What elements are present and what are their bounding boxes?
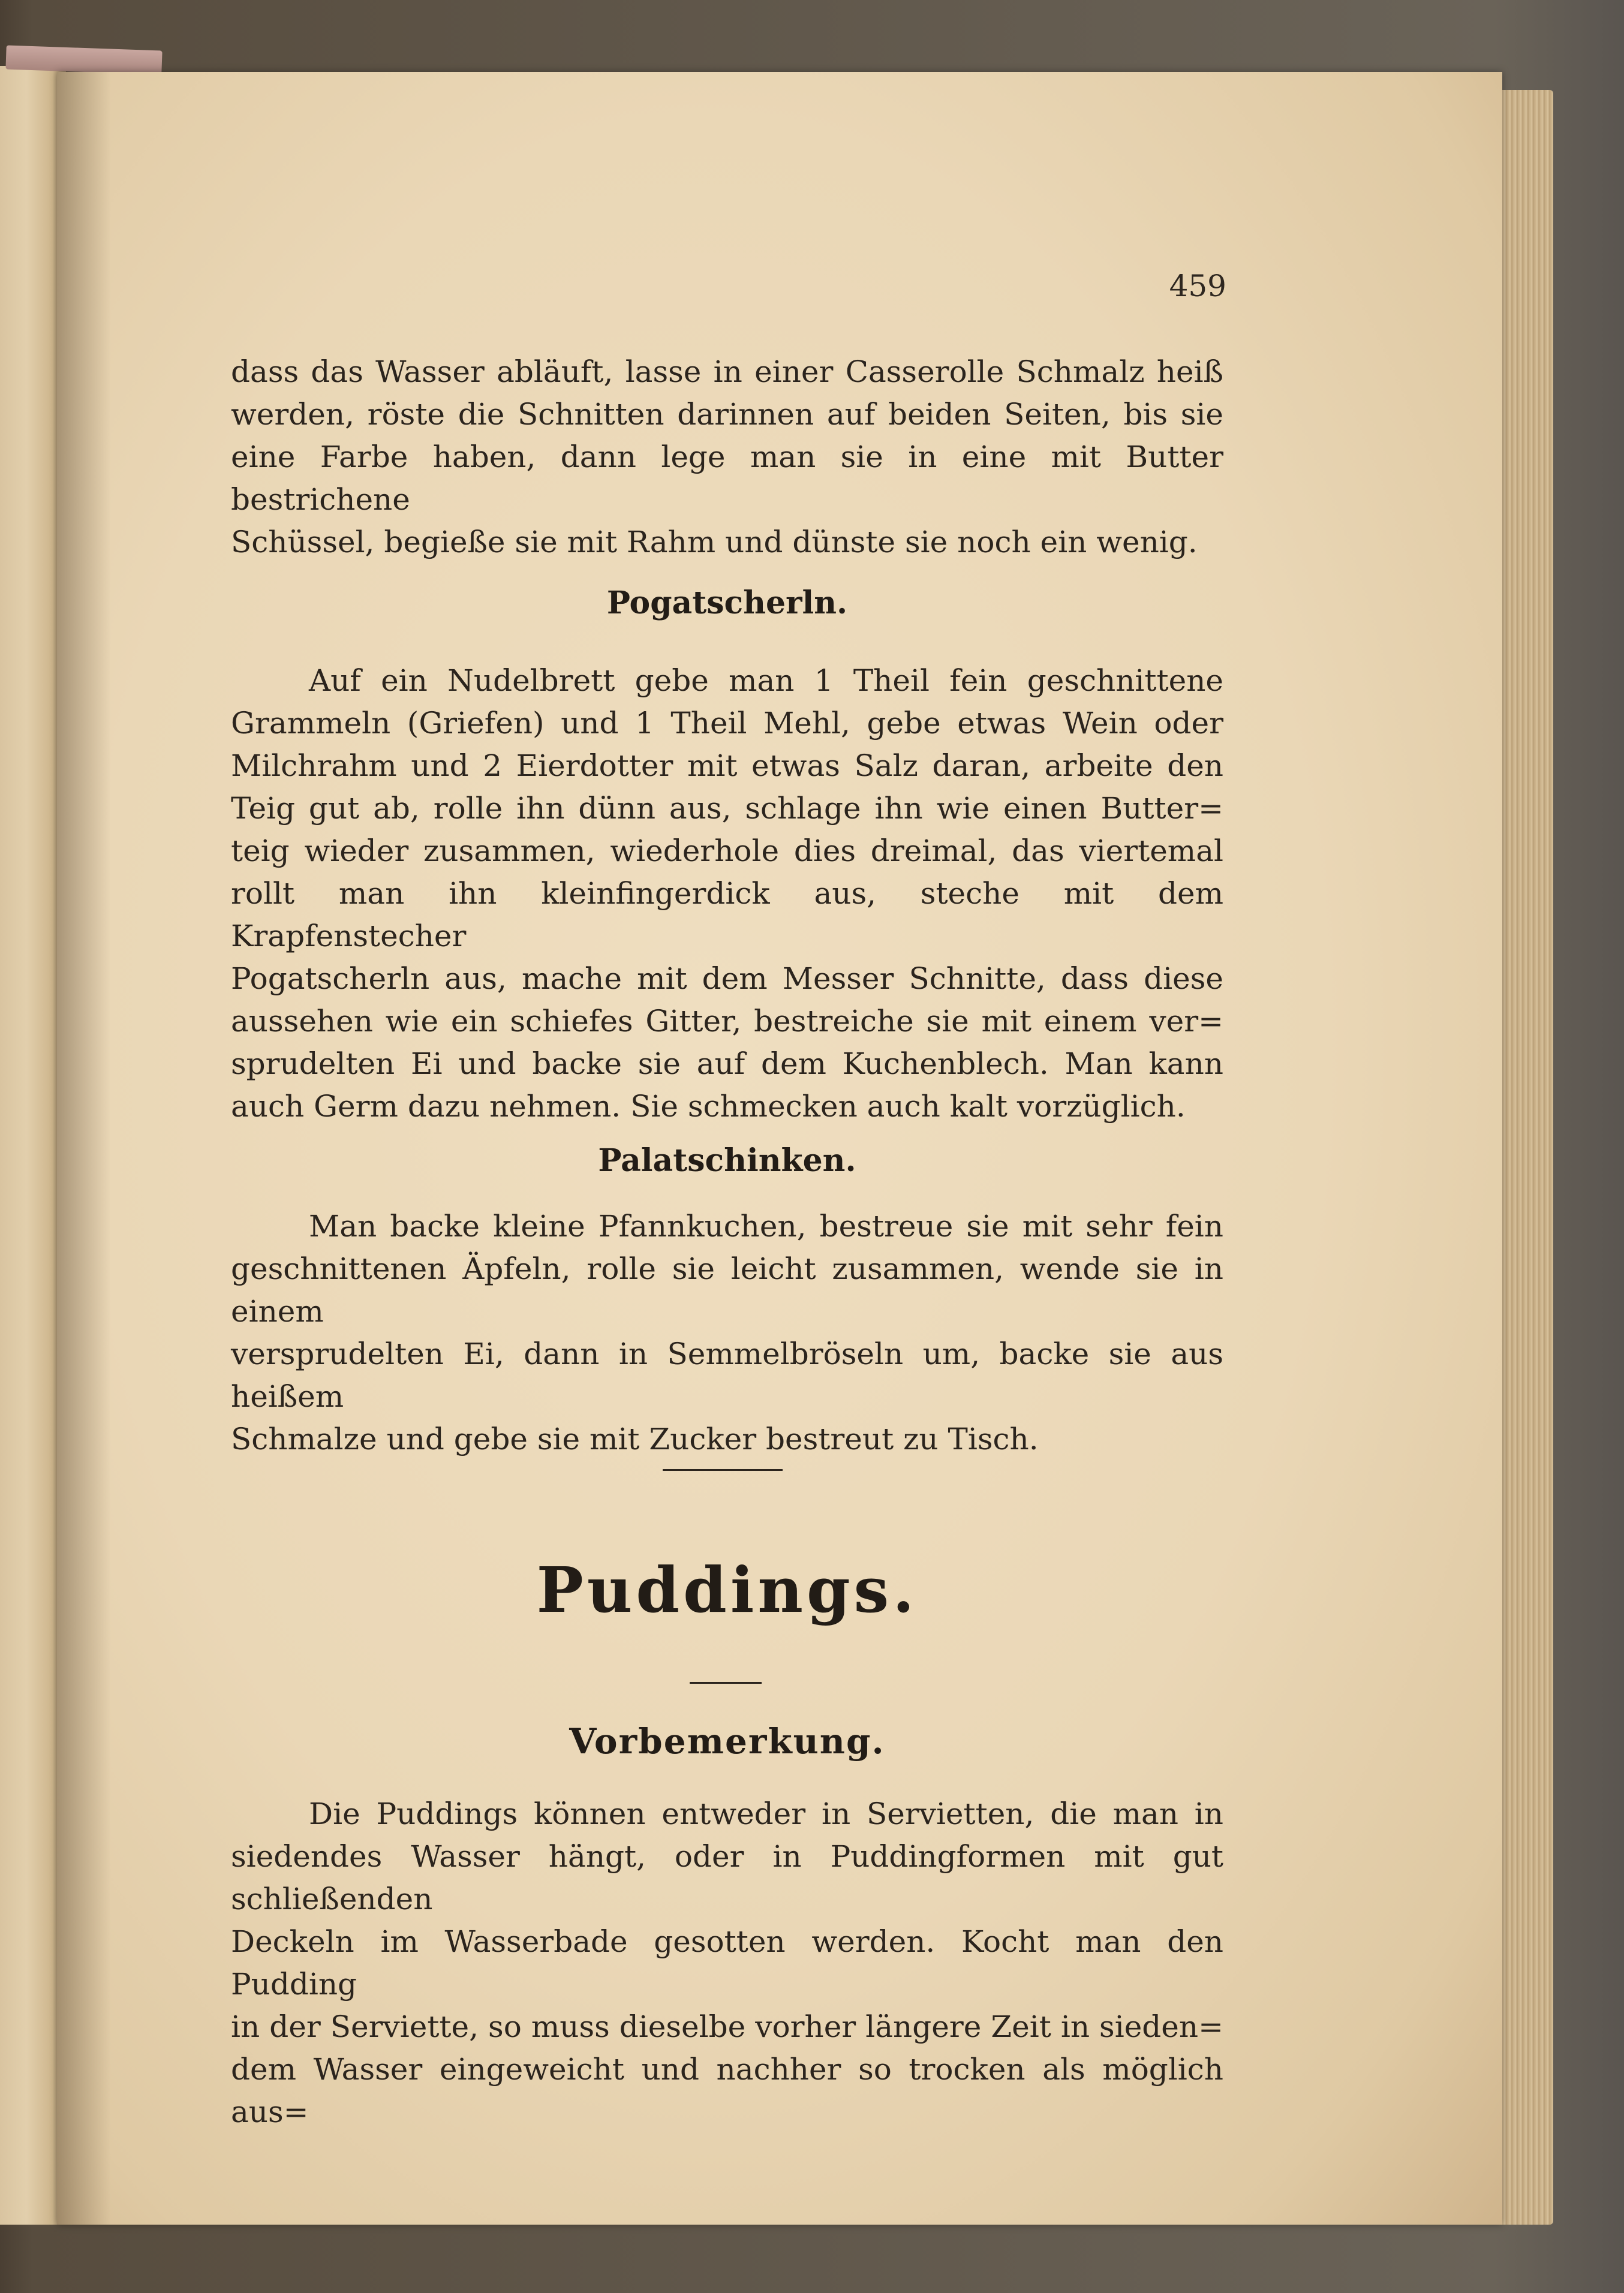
section-divider bbox=[663, 1469, 783, 1471]
text-line: siedendes Wasser hängt, oder in Puddingformen mit gut schließenden bbox=[231, 1839, 1223, 1916]
pogatscherln-paragraph bbox=[231, 660, 1223, 1128]
puddings-paragraph bbox=[231, 1793, 1223, 2133]
heading-puddings: Puddings. bbox=[536, 1553, 918, 1627]
heading-palatschinken: Palatschinken. bbox=[598, 1142, 856, 1179]
text-line: Auf ein Nudelbrett gebe man 1 Theil fein geschnittene bbox=[309, 663, 1223, 698]
text-line: Grammeln (Griefen) und 1 Theil Mehl, gebe etwas Wein oder bbox=[231, 706, 1223, 741]
text-line: eine Farbe haben, dann lege man sie in eine mit Butter bestrichene bbox=[231, 440, 1223, 517]
text-line: Die Puddings können entweder in Servietten, die man in bbox=[309, 1797, 1223, 1831]
text-line: Teig gut ab, rolle ihn dünn aus, schlage ihn wie einen Butter= bbox=[231, 791, 1223, 826]
text-line: Deckeln im Wasserbade gesotten werden. Kocht man den Pudding bbox=[231, 1924, 1223, 2002]
title-divider bbox=[690, 1682, 762, 1684]
text-line: Man backe kleine Pfannkuchen, bestreue sie mit sehr fein bbox=[309, 1209, 1223, 1244]
palatschinken-paragraph bbox=[231, 1205, 1223, 1461]
text-line: Pogatscherln aus, mache mit dem Messer Schnitte, dass diese bbox=[231, 961, 1223, 996]
page-number: 459 bbox=[1169, 269, 1226, 303]
page-gutter-shadow bbox=[57, 72, 111, 2225]
text-line: versprudelten Ei, dann in Semmelbröseln um, backe sie aus heißem bbox=[231, 1337, 1223, 1414]
text-line: dass das Wasser abläuft, lasse in einer Casserolle Schmalz heiß bbox=[231, 354, 1223, 389]
text-line: dem Wasser eingeweicht und nachher so trocken als möglich aus= bbox=[231, 2052, 1223, 2129]
heading-pogatscherln: Pogatscherln. bbox=[606, 585, 848, 621]
text-line: Schüssel, begieße sie mit Rahm und dünste sie noch ein wenig. bbox=[231, 525, 1198, 559]
text-line: teig wieder zusammen, wiederhole dies dreimal, das viertemal bbox=[231, 833, 1223, 868]
text-line: Schmalze und gebe sie mit Zucker bestreut zu Tisch. bbox=[231, 1422, 1039, 1457]
text-line: in der Serviette, so muss dieselbe vorher längere Zeit in sieden= bbox=[231, 2009, 1223, 2044]
heading-vorbemerkung: Vorbemerkung. bbox=[569, 1721, 885, 1762]
left-page-edge bbox=[0, 66, 66, 2225]
intro-paragraph bbox=[231, 351, 1223, 564]
text-line: sprudelten Ei und backe sie auf dem Kuchenblech. Man kann bbox=[231, 1046, 1223, 1081]
text-line: werden, röste die Schnitten darinnen auf beiden Seiten, bis sie bbox=[231, 397, 1223, 432]
text-line: Milchrahm und 2 Eierdotter mit etwas Salz daran, arbeite den bbox=[231, 748, 1223, 783]
text-line: aussehen wie ein schiefes Gitter, bestreiche sie mit einem ver= bbox=[231, 1004, 1223, 1039]
text-line: geschnittenen Äpfeln, rolle sie leicht zusammen, wende sie in einem bbox=[231, 1251, 1223, 1329]
text-line: rollt man ihn kleinfingerdick aus, steche mit dem Krapfenstecher bbox=[231, 876, 1223, 953]
text-line: auch Germ dazu nehmen. Sie schmecken auch kalt vorzüglich. bbox=[231, 1089, 1186, 1124]
